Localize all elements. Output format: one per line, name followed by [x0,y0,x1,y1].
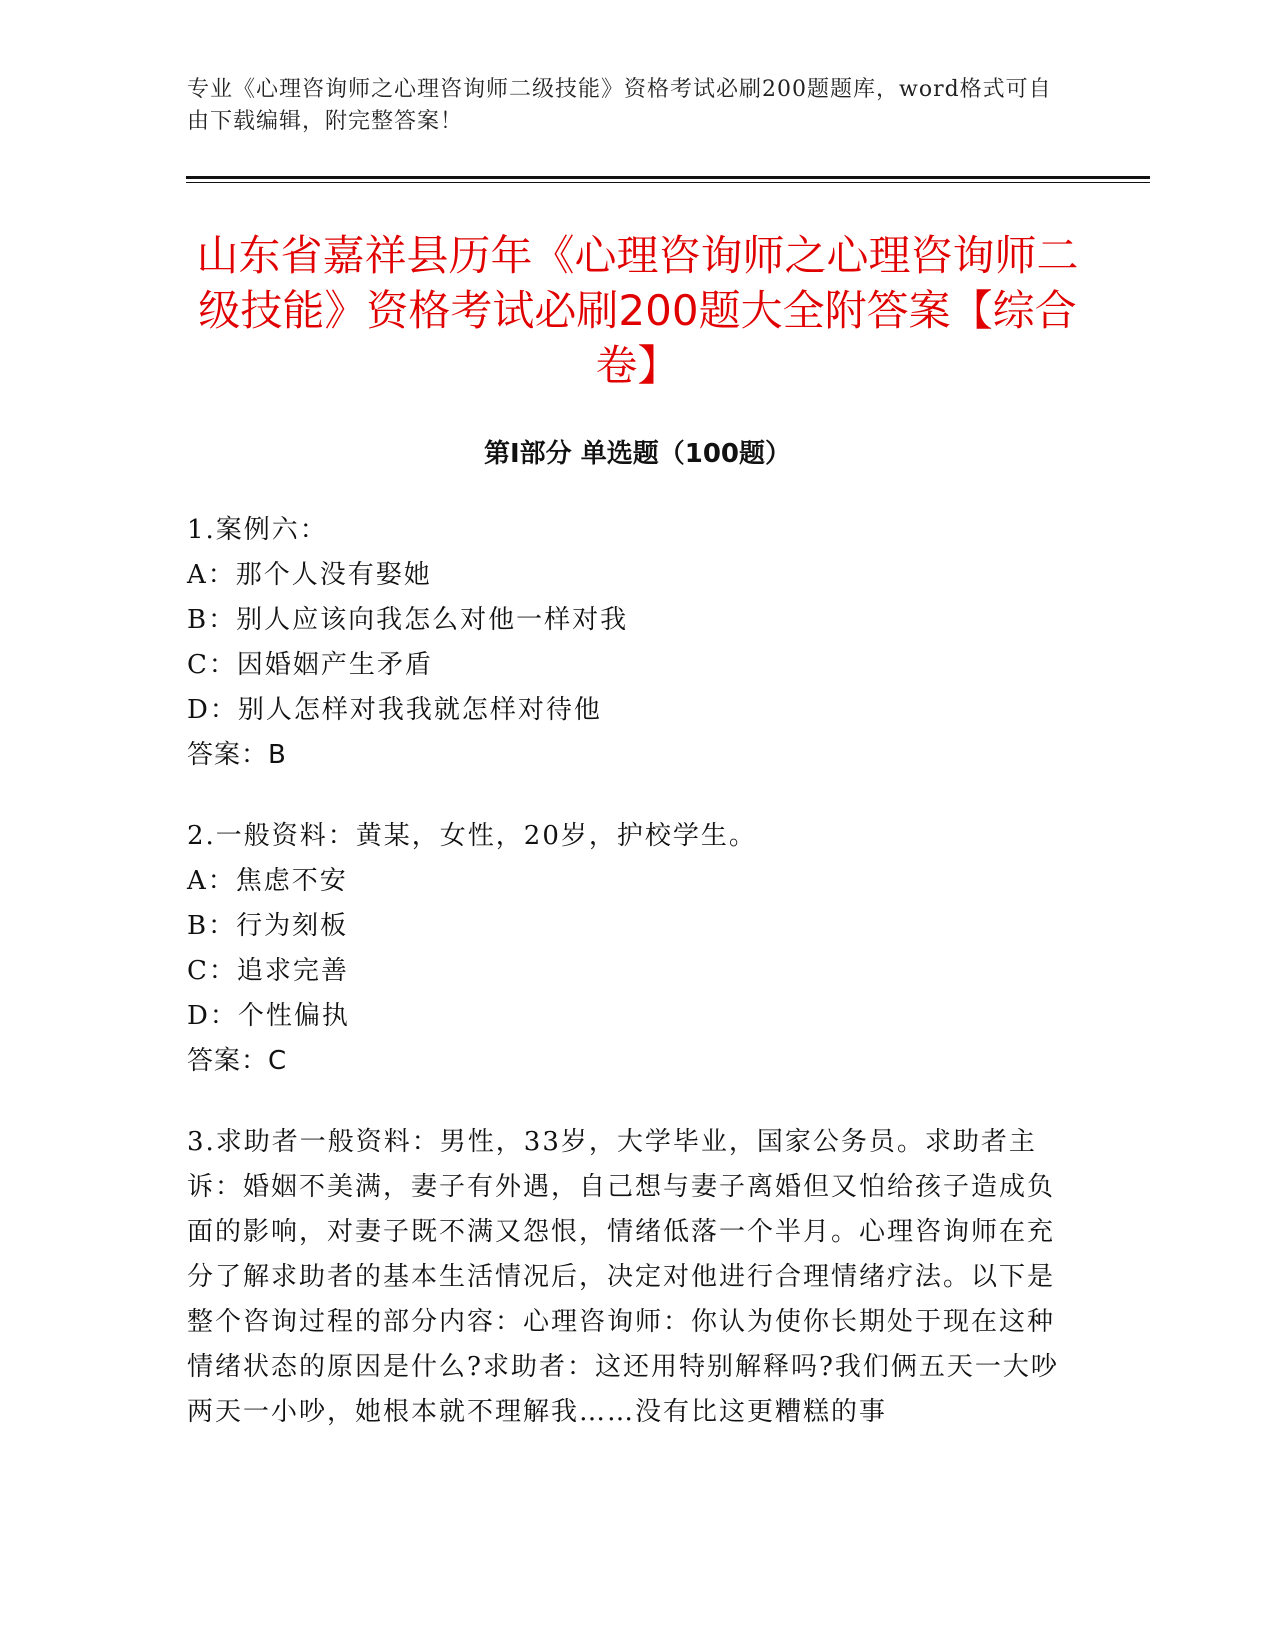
option-c: C：因婚姻产生矛盾 [187,650,433,680]
header-rule-thick [186,176,1150,179]
question-stem: 1.案例六： [187,515,328,545]
answer: 答案：B [187,740,287,770]
option-c: C：追求完善 [187,956,349,986]
question-1 [187,508,1067,778]
section-title: 第Ⅰ部分 单选题（100题） [484,439,791,469]
option-b: B：行为刻板 [187,911,349,941]
answer: 答案：C [187,1046,288,1076]
question-stem: 2.一般资料：黄某，女性，20岁，护校学生。 [187,821,757,851]
option-a: A：那个人没有娶她 [187,560,432,590]
question-3 [187,1120,1067,1435]
option-d: D：个性偏执 [187,1001,350,1031]
document-title: 山东省嘉祥县历年《心理咨询师之心理咨询师二级技能》资格考试必刷200题大全附答案【综合卷】 [196,231,1079,390]
option-a: A：焦虑不安 [187,866,348,896]
header-note: 专业《心理咨询师之心理咨询师二级技能》资格考试必刷200题题库，word格式可自由下载编辑，附完整答案！ [187,77,1052,134]
option-b: B：别人应该向我怎么对他一样对我 [187,605,629,635]
question-stem: 3.求助者一般资料：男性，33岁，大学毕业，国家公务员。求助者主诉：婚姻不美满，妻子有外遇，自己想与妻子离婚但又怕给孩子造成负面的影响，对妻子既不满又怨恨，情绪低落一个半月。心理咨询师在充分了解求助者的基本生活情况后，决定对他进行合理情绪疗法。以下是整个咨询过程的部分内容：心理咨询师：你认为使你长期处于现在这种情绪状态的原因是什么?求助者：这还用特别解释吗?我们俩五天一大吵两天一小吵，她根本就不理解我……没有比这更糟糕的事 [187,1127,1059,1427]
question-2 [187,814,1067,1084]
option-d: D：别人怎样对我我就怎样对待他 [187,695,602,725]
header-rule-thin [186,182,1150,183]
